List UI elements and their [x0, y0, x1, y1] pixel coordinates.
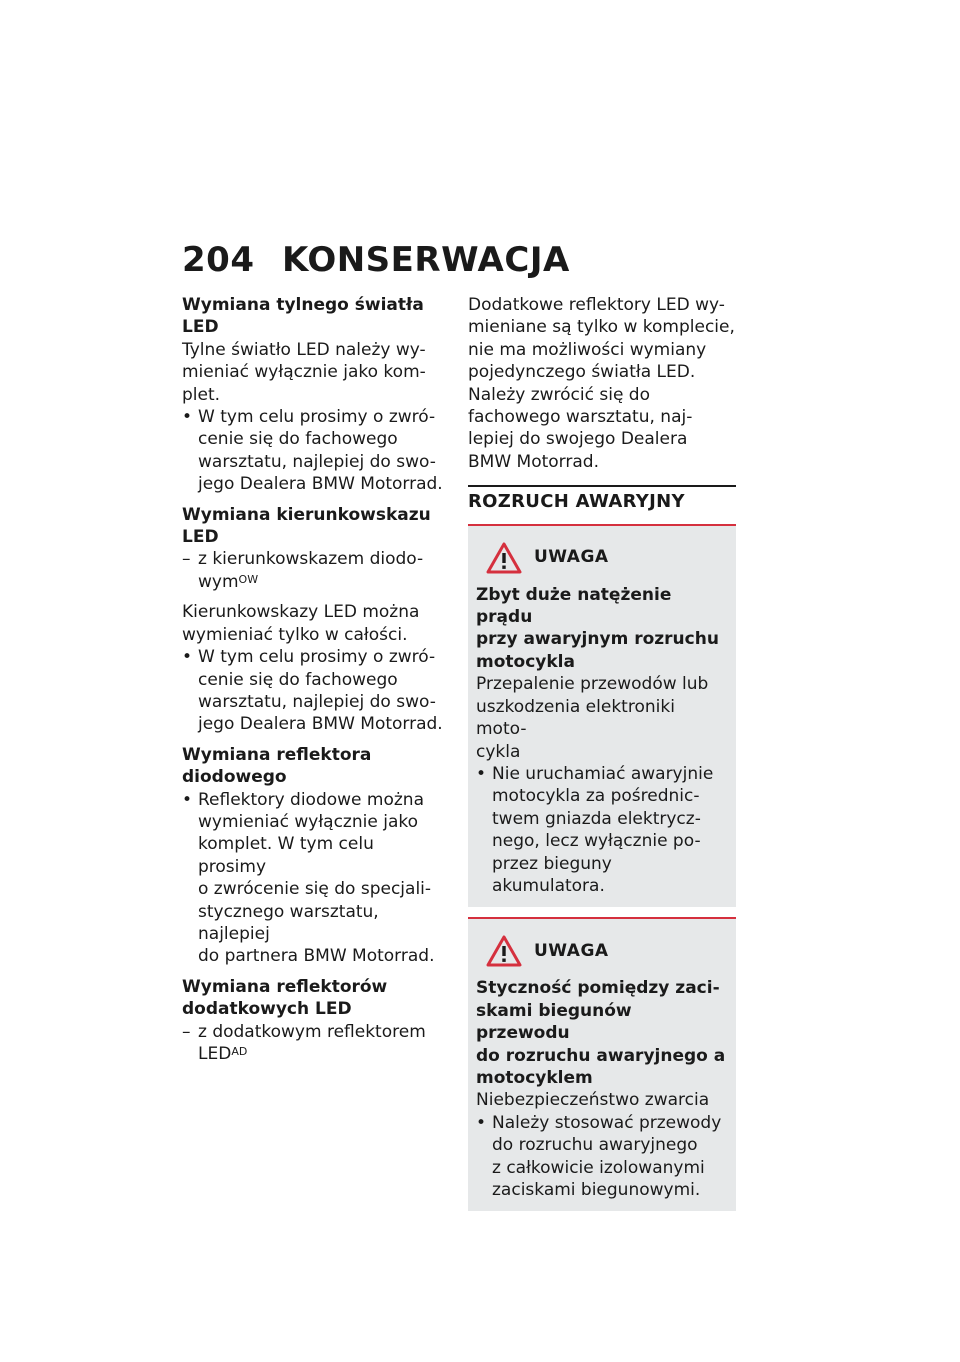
warning-header — [476, 931, 728, 971]
warning-triangle-icon — [486, 542, 522, 574]
option-code-ow: OW — [238, 572, 259, 586]
section-heading: KONSERWACJA — [282, 240, 570, 280]
warning-bullet: • Nie uruchamiać awaryjnie motocykla za pośrednic- twem gniazda elektrycz- nego, lecz wyłącznie po- przez bieguny akumulatora. — [476, 763, 714, 896]
page-header — [182, 240, 570, 280]
warning-triangle-icon — [486, 935, 522, 967]
bullet-mark: • — [182, 647, 193, 668]
headlight-bullet: • Reflektory diodowe można wymieniać wyłącznie jako komplet. W tym celu prosimy o zwrócenie się do specjali- stycznego warsztatu, najlepiej do partnera BMW Motorrad. — [182, 789, 435, 967]
page-number: 204 — [182, 240, 255, 280]
warning-bullet: • Należy stosować przewody do rozruchu awaryjnego z całkowicie izolowanymi zaciskami biegunowymi. — [476, 1112, 722, 1200]
warning-title: Styczność pomiędzy zaci- skami biegunów przewodu do rozruchu awaryjnego a motocyklem — [476, 978, 726, 1088]
right-column — [468, 294, 736, 1211]
warning-box-current — [468, 524, 736, 908]
bullet-mark: • — [476, 763, 487, 784]
bullet-mark: • — [182, 407, 193, 428]
aux-lights-body: Dodatkowe reflektory LED wy- mieniane są tylko w komplecie, nie ma możliwości wymiany pojedynczego światła LED. Należy zwrócić się do fachowego warsztatu, naj- lepiej do swojego Dealera BMW Motorrad. — [468, 295, 735, 472]
aux-lights-variant: – z dodatkowym reflektorem $LED^{AD}$ — [182, 1021, 426, 1064]
indicator-title: Wymiana kierunkowskazu LED — [182, 504, 431, 548]
indicator-variant: – z kierunkowskazem diodo- wym$^{OW}$ — [182, 549, 424, 592]
indicator-body: Kierunkowskazy LED można wymieniać tylko w całości. — [182, 602, 420, 645]
warning-header — [476, 538, 728, 578]
option-code-ad: AD — [231, 1045, 248, 1058]
indicator-bullet: • W tym celu prosimy o zwró- cenie się do fachowego warsztatu, najlepiej do swo- jego Dealera BMW Motorrad. — [182, 647, 443, 735]
warning-box-short-circuit — [468, 917, 736, 1211]
dash-mark: – — [182, 549, 191, 570]
bullet-mark: • — [182, 789, 193, 810]
tail-light-body: Tylne światło LED należy wy- mieniać wyłącznie jako kom- plet. — [182, 339, 426, 405]
warning-label: UWAGA — [534, 941, 609, 962]
headlight-title: Wymiana reflektora diodowego — [182, 744, 372, 788]
tail-light-bullet: • W tym celu prosimy o zwró- cenie się do fachowego warsztatu, najlepiej do swo- jego Dealera BMW Motorrad. — [182, 407, 443, 495]
warning-title: Zbyt duże natężenie prądu przy awaryjnym rozruchu motocykla — [476, 584, 719, 672]
section-divider — [468, 485, 736, 487]
left-column — [182, 294, 446, 1065]
bullet-mark: • — [476, 1112, 487, 1133]
warning-body: Niebezpieczeństwo zwarcia — [476, 1090, 710, 1111]
warning-label: UWAGA — [534, 547, 609, 568]
dash-mark: – — [182, 1021, 191, 1042]
emergency-start-title: ROZRUCH AWARYJNY — [468, 491, 685, 513]
tail-light-title: Wymiana tylnego światła LED — [182, 295, 424, 338]
aux-lights-title: Wymiana reflektorów dodatkowych LED — [182, 976, 388, 1020]
warning-body: Przepalenie przewodów lub uszkodzenia elektroniki moto- cykla — [476, 674, 709, 762]
